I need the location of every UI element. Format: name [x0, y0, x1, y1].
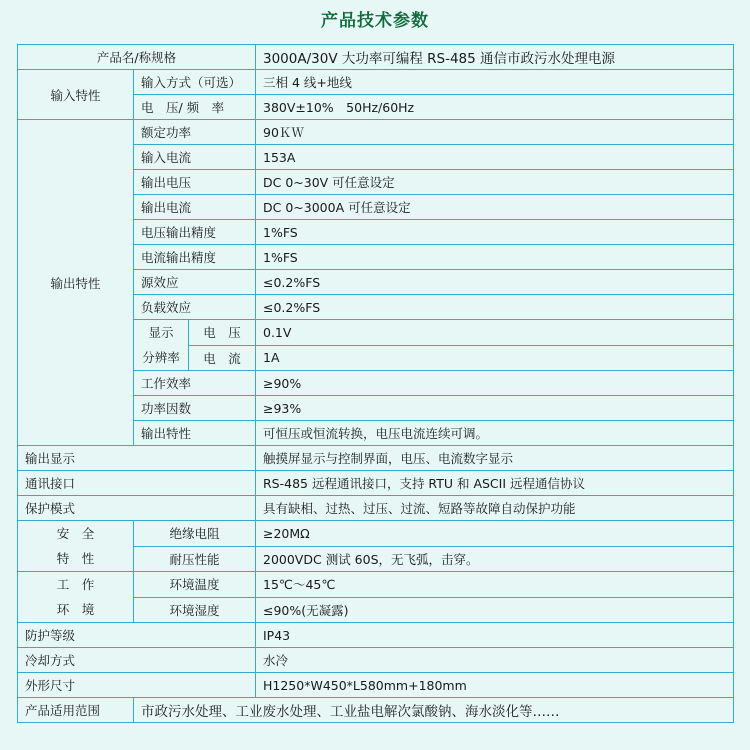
- resolution-label: [134, 320, 189, 371]
- table-row: [18, 673, 734, 698]
- row-label: 绝缘电阻: [134, 521, 256, 547]
- table-row: [18, 70, 734, 95]
- environment-group-line1: 工 作: [56, 577, 95, 592]
- safety-group-label: [18, 521, 134, 572]
- row-value: 三相 4 线+地线: [256, 70, 734, 95]
- row-value: 2000VDC 测试 60S，无飞弧，击穿。: [256, 546, 734, 572]
- row-value: DC 0~30V 可任意设定: [256, 170, 734, 195]
- row-value: RS-485 远程通讯接口，支持 RTU 和 ASCII 远程通信协议: [256, 471, 734, 496]
- resolution-current-value: 1A: [256, 345, 734, 371]
- row-value: IP43: [256, 623, 734, 648]
- table-row: [18, 698, 734, 723]
- row-label: 外形尺寸: [18, 673, 256, 698]
- row-label: 输出显示: [18, 446, 256, 471]
- table-row: [18, 45, 734, 70]
- spec-table: [17, 44, 734, 723]
- table-row: [18, 648, 734, 673]
- row-value: 具有缺相、过热、过压、过流、短路等故障自动保护功能: [256, 496, 734, 521]
- footer-value: 市政污水处理、工业废水处理、工业盐电解次氯酸钠、海水淡化等……: [134, 698, 734, 723]
- row-label: 电压输出精度: [134, 220, 256, 245]
- table-row: [18, 496, 734, 521]
- row-value: DC 0~3000A 可任意设定: [256, 195, 734, 220]
- row-value: ≥20MΩ: [256, 521, 734, 547]
- environment-group-label: [18, 572, 134, 623]
- table-row: [18, 446, 734, 471]
- row-label: 通讯接口: [18, 471, 256, 496]
- resolution-voltage-value: 0.1V: [256, 320, 734, 346]
- row-label: 环境温度: [134, 572, 256, 598]
- row-value: 1%FS: [256, 220, 734, 245]
- row-label: 冷却方式: [18, 648, 256, 673]
- row-label: 输出电流: [134, 195, 256, 220]
- row-label: 工作效率: [134, 371, 256, 396]
- row-value: 触摸屏显示与控制界面，电压、电流数字显示: [256, 446, 734, 471]
- row-value: ≤0.2%FS: [256, 295, 734, 320]
- row-label: 负载效应: [134, 295, 256, 320]
- group-label: 输出特性: [18, 120, 134, 446]
- row-label: 耐压性能: [134, 546, 256, 572]
- table-row: [18, 471, 734, 496]
- row-label: 防护等级: [18, 623, 256, 648]
- table-row: [18, 572, 734, 598]
- safety-group-line2: 特 性: [56, 551, 95, 566]
- row-value: 15℃～45℃: [256, 572, 734, 598]
- row-label: 功率因数: [134, 396, 256, 421]
- row-label: 源效应: [134, 270, 256, 295]
- row-label: 电流输出精度: [134, 245, 256, 270]
- row-value: 153A: [256, 145, 734, 170]
- row-value: ≤0.2%FS: [256, 270, 734, 295]
- group-label: 输入特性: [18, 70, 134, 120]
- row-label: 输出特性: [134, 421, 256, 446]
- environment-group-line2: 环 境: [56, 602, 95, 617]
- row-value: ≥90%: [256, 371, 734, 396]
- row-value: ≤90%(无凝露): [256, 597, 734, 623]
- row-label: 电 压/ 频 率: [134, 95, 256, 120]
- resolution-label-line2: 分辨率: [142, 350, 180, 365]
- row-value: 1%FS: [256, 245, 734, 270]
- row-value: H1250*W450*L580mm+180mm: [256, 673, 734, 698]
- safety-group-line1: 安 全: [56, 526, 95, 541]
- row-value: 水冷: [256, 648, 734, 673]
- resolution-voltage-label: 电 压: [189, 320, 256, 346]
- table-row: [18, 120, 734, 145]
- footer-label: 产品适用范围: [18, 698, 134, 723]
- row-value: ≥93%: [256, 396, 734, 421]
- resolution-label-line1: 显示: [148, 325, 174, 340]
- row-label: 输入电流: [134, 145, 256, 170]
- table-row: [18, 623, 734, 648]
- page-title: 产品技术参数: [321, 11, 429, 31]
- row-value: 90ＫＷ: [256, 120, 734, 145]
- table-row: [18, 521, 734, 547]
- row-label: 额定功率: [134, 120, 256, 145]
- row-label: 环境湿度: [134, 597, 256, 623]
- row-value: 可恒压或恒流转换，电压电流连续可调。: [256, 421, 734, 446]
- header-label: 产品名/称规格: [18, 45, 256, 70]
- row-label: 输出电压: [134, 170, 256, 195]
- resolution-current-label: 电 流: [189, 345, 256, 371]
- row-label: 保护模式: [18, 496, 256, 521]
- row-label: 输入方式（可选）: [134, 70, 256, 95]
- header-value: 3000A/30V 大功率可编程 RS-485 通信市政污水处理电源: [256, 45, 734, 70]
- row-value: 380V±10% 50Hz/60Hz: [256, 95, 734, 120]
